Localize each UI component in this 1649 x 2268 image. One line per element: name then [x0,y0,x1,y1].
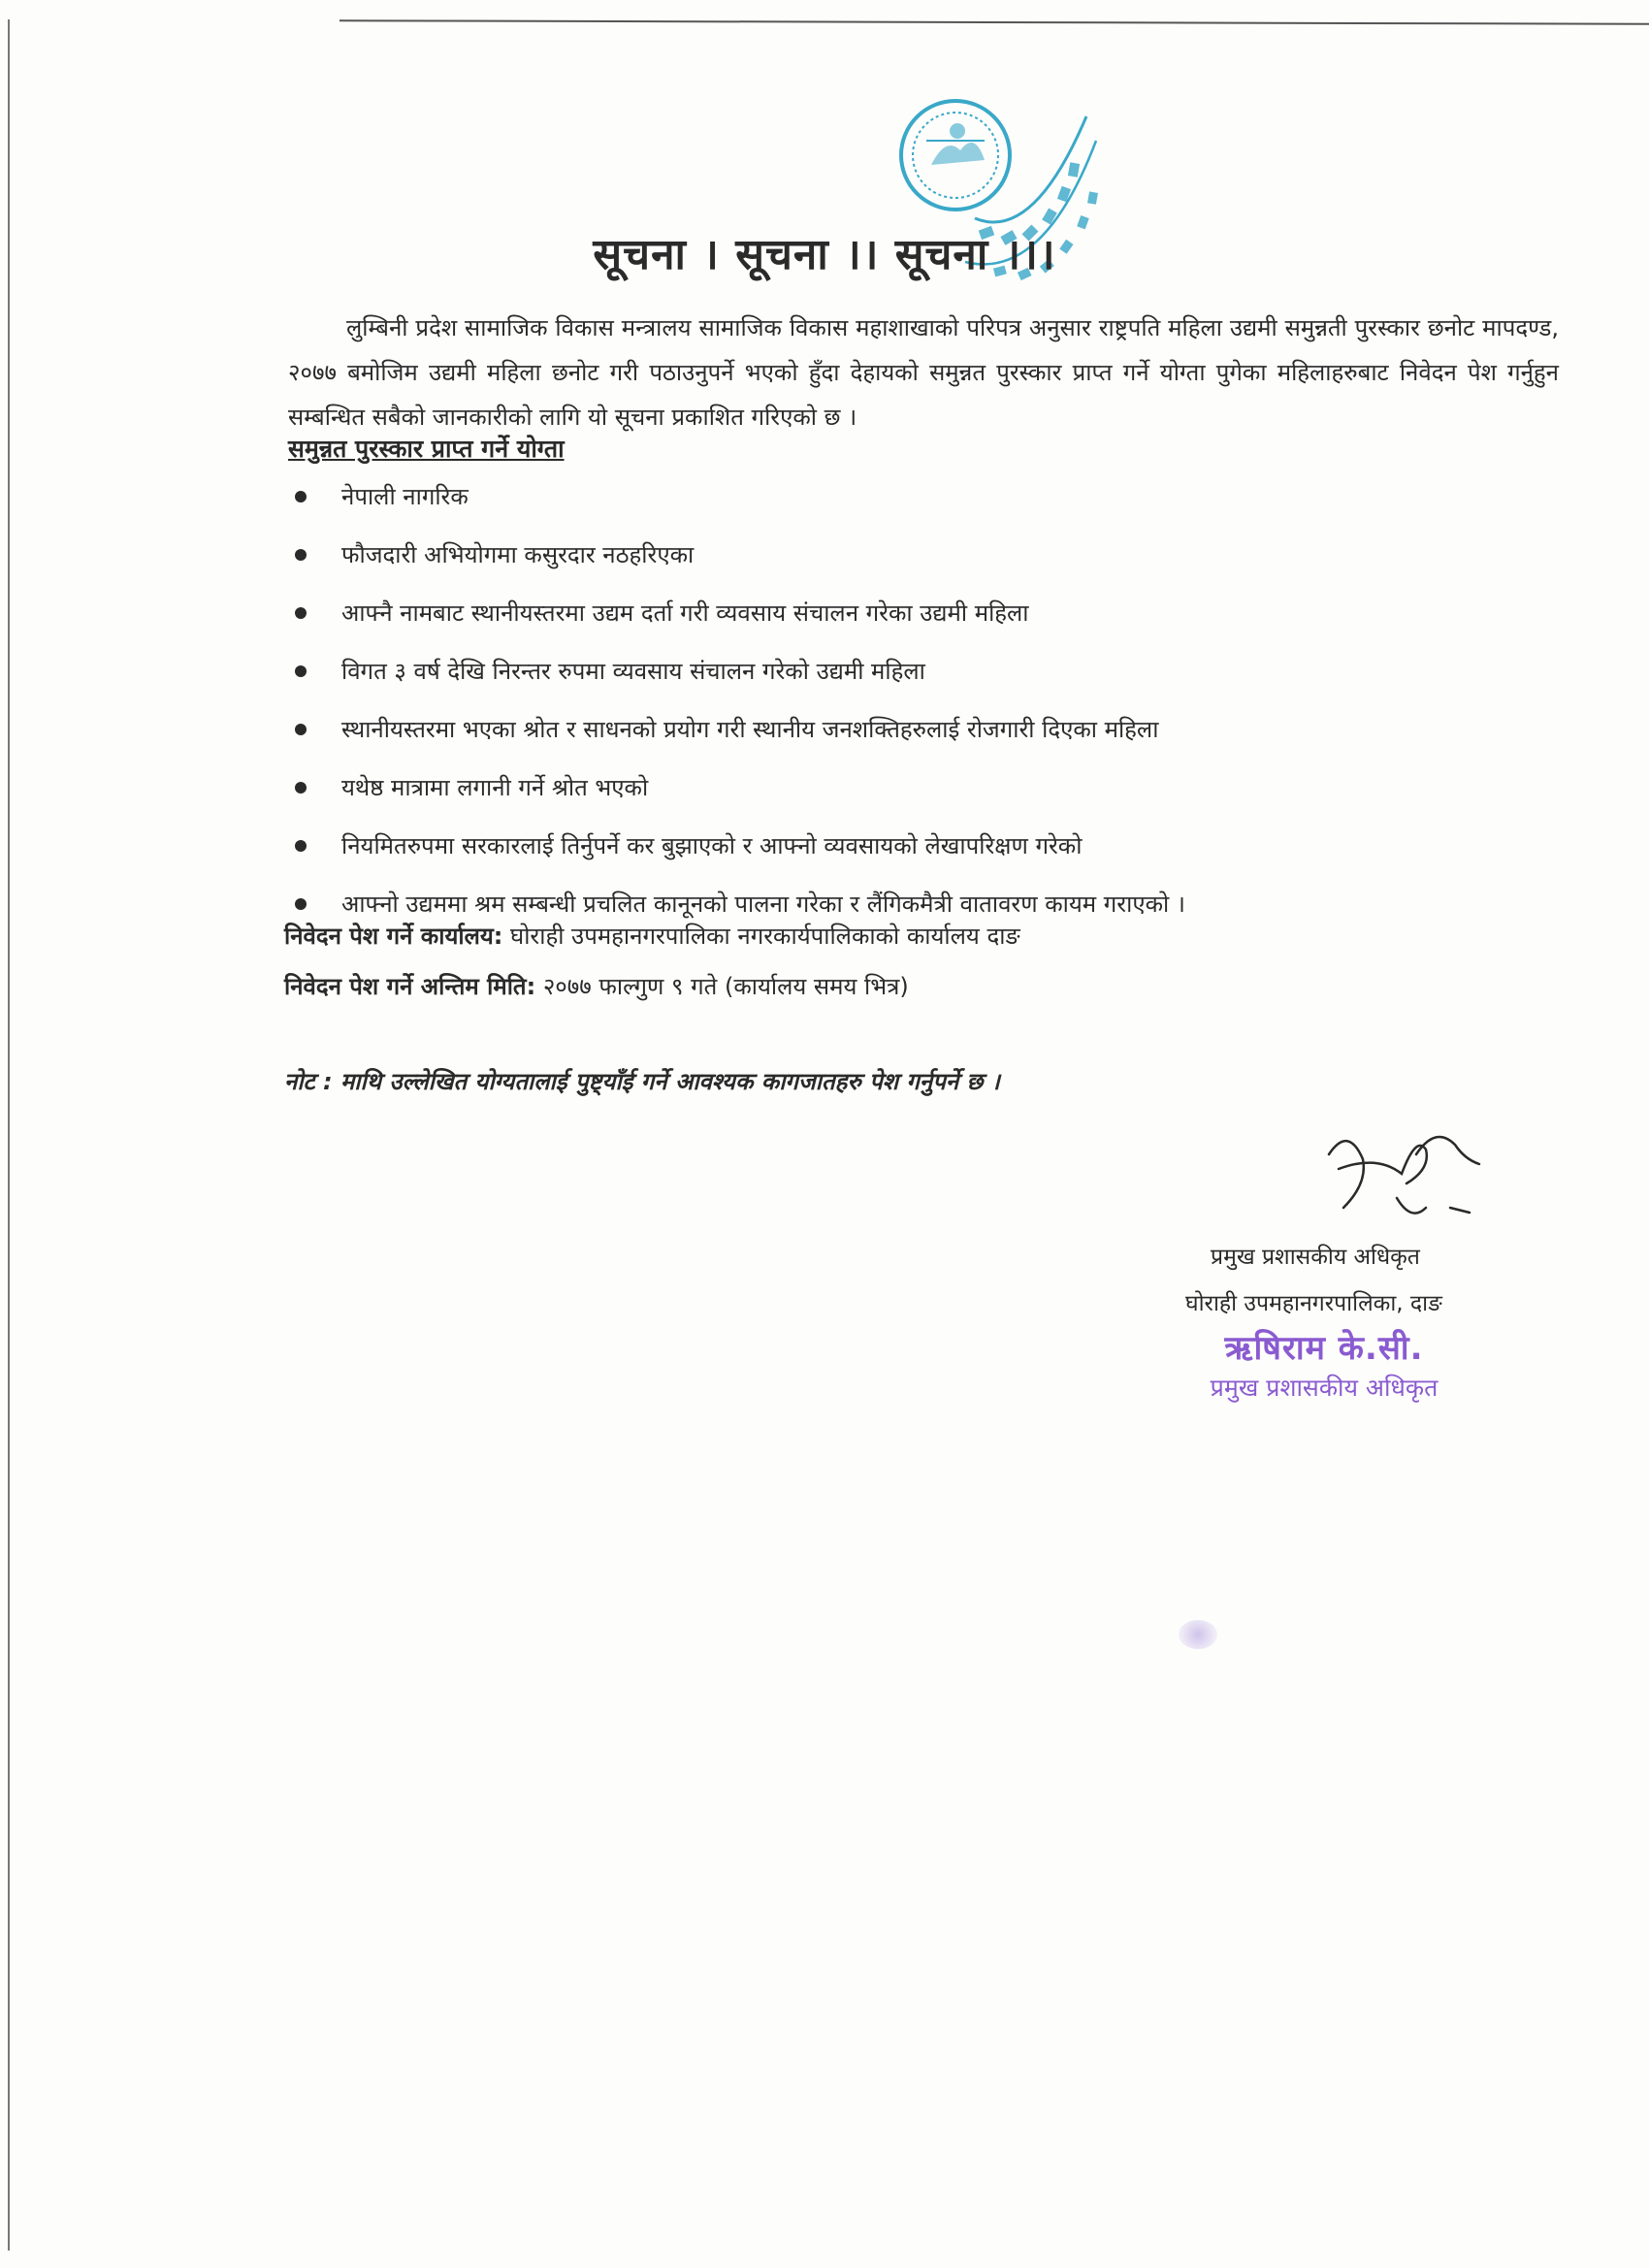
qualification-text: स्थानीयस्तरमा भएका श्रोत र साधनको प्रयोग गरी स्थानीय जनशक्तिहरुलाई रोजगारी दिएका महिला [341,716,1159,743]
bullet-icon [295,724,307,735]
list-item [291,826,1455,885]
list-item [291,535,1455,594]
list-item [291,652,1455,710]
deadline-label: निवेदन पेश गर्ने अन्तिम मिति: [284,973,536,1000]
qualification-text: नेपाली नागरिक [341,483,469,510]
stamp-title: प्रमुख प्रशासकीय अधिकृत [1210,1374,1439,1402]
list-item [291,768,1455,826]
note-text: नोट : माथि उल्लेखित योग्यतालाई पुष्ट्याँई गर्ने आवश्यक कागजातहरु पेश गर्नुपर्ने छ । [284,1068,1000,1095]
signatory-designation: प्रमुख प्रशासकीय अधिकृत [1211,1245,1420,1270]
qualification-text: विगत ३ वर्ष देखि निरन्तर रुपमा व्यवसाय संचालन गरेको उद्यमी महिला [341,658,925,685]
office-label: निवेदन पेश गर्ने कार्यालय: [284,923,503,950]
list-item [291,594,1455,652]
qualification-text: यथेष्ठ मात्रामा लगानी गर्ने श्रोत भएको [341,774,649,801]
bullet-icon [295,898,307,910]
office-value: घोराही उपमहानगरपालिका नगरकार्यपालिकाको कार्यालय दाङ [510,923,1020,950]
deadline-value: २०७७ फाल्गुण ९ गते (कार्यालय समय भित्र) [542,973,909,1000]
qualification-text: फौजदारी अभियोगमा कसुरदार नठहरिएका [341,541,695,568]
submission-office [284,920,1020,952]
scan-border-top [340,19,1649,25]
qualification-text: नियमितरुपमा सरकारलाई तिर्नुपर्ने कर बुझाएको र आफ्नो व्यवसायको लेखापरिक्षण गरेको [341,832,1083,859]
qualifications-heading: समुन्नत पुरस्कार प्राप्त गर्ने योग्ता [288,435,565,463]
intro-paragraph: लुम्बिनी प्रदेश सामाजिक विकास मन्त्रालय सामाजिक विकास महाशाखाको परिपत्र अनुसार राष्ट्रपति महिला उद्यमी समुन्नती पुरस्कार छनोट मापदण्ड, २०७७ बमोजिम उद्यमी महिला छनोट गरी पठाउनुपर्ने भएको हुँदा देहायको समुन्नत पुरस्कार प्राप्त गर्ने योग्ता पुगेका महिलाहरुबाट निवेदन पेश गर्नुहुन सम्बन्धित सबैको जानकारीको लागि यो सूचना प्रकाशित गरिएको छ । [288,314,1559,431]
bullet-icon [295,607,307,619]
bullet-icon [295,549,307,561]
notice-title: सूचना । सूचना ।। सूचना ।।। [593,230,1056,279]
bullet-icon [295,840,307,852]
qualifications-list [291,477,1455,943]
bullet-icon [295,782,307,794]
scan-border-left [8,19,10,2251]
signatory-office: घोराही उपमहानगरपालिका, दाङ [1185,1291,1442,1316]
qualification-text: आफ्नै नामबाट स्थानीयस्तरमा उद्यम दर्ता गरी व्यवसाय संचालन गरेका उद्यमी महिला [341,599,1029,627]
ink-smudge [1179,1620,1217,1649]
stamp-name: ऋषिराम के.सी. [1224,1329,1424,1368]
list-item [291,710,1455,768]
qualification-text: आफ्नो उद्यममा श्रम सम्बन्धी प्रचलित कानूनको पालना गरेका र लैंगिकमैत्री वातावरण कायम गराएको । [341,891,1185,918]
list-item [291,477,1455,535]
bullet-icon [295,491,307,502]
municipality-seal [888,97,1101,320]
handwritten-signature [1310,1116,1494,1232]
submission-deadline [284,970,909,1002]
name-stamp [1159,1324,1489,1404]
bullet-icon [295,665,307,677]
